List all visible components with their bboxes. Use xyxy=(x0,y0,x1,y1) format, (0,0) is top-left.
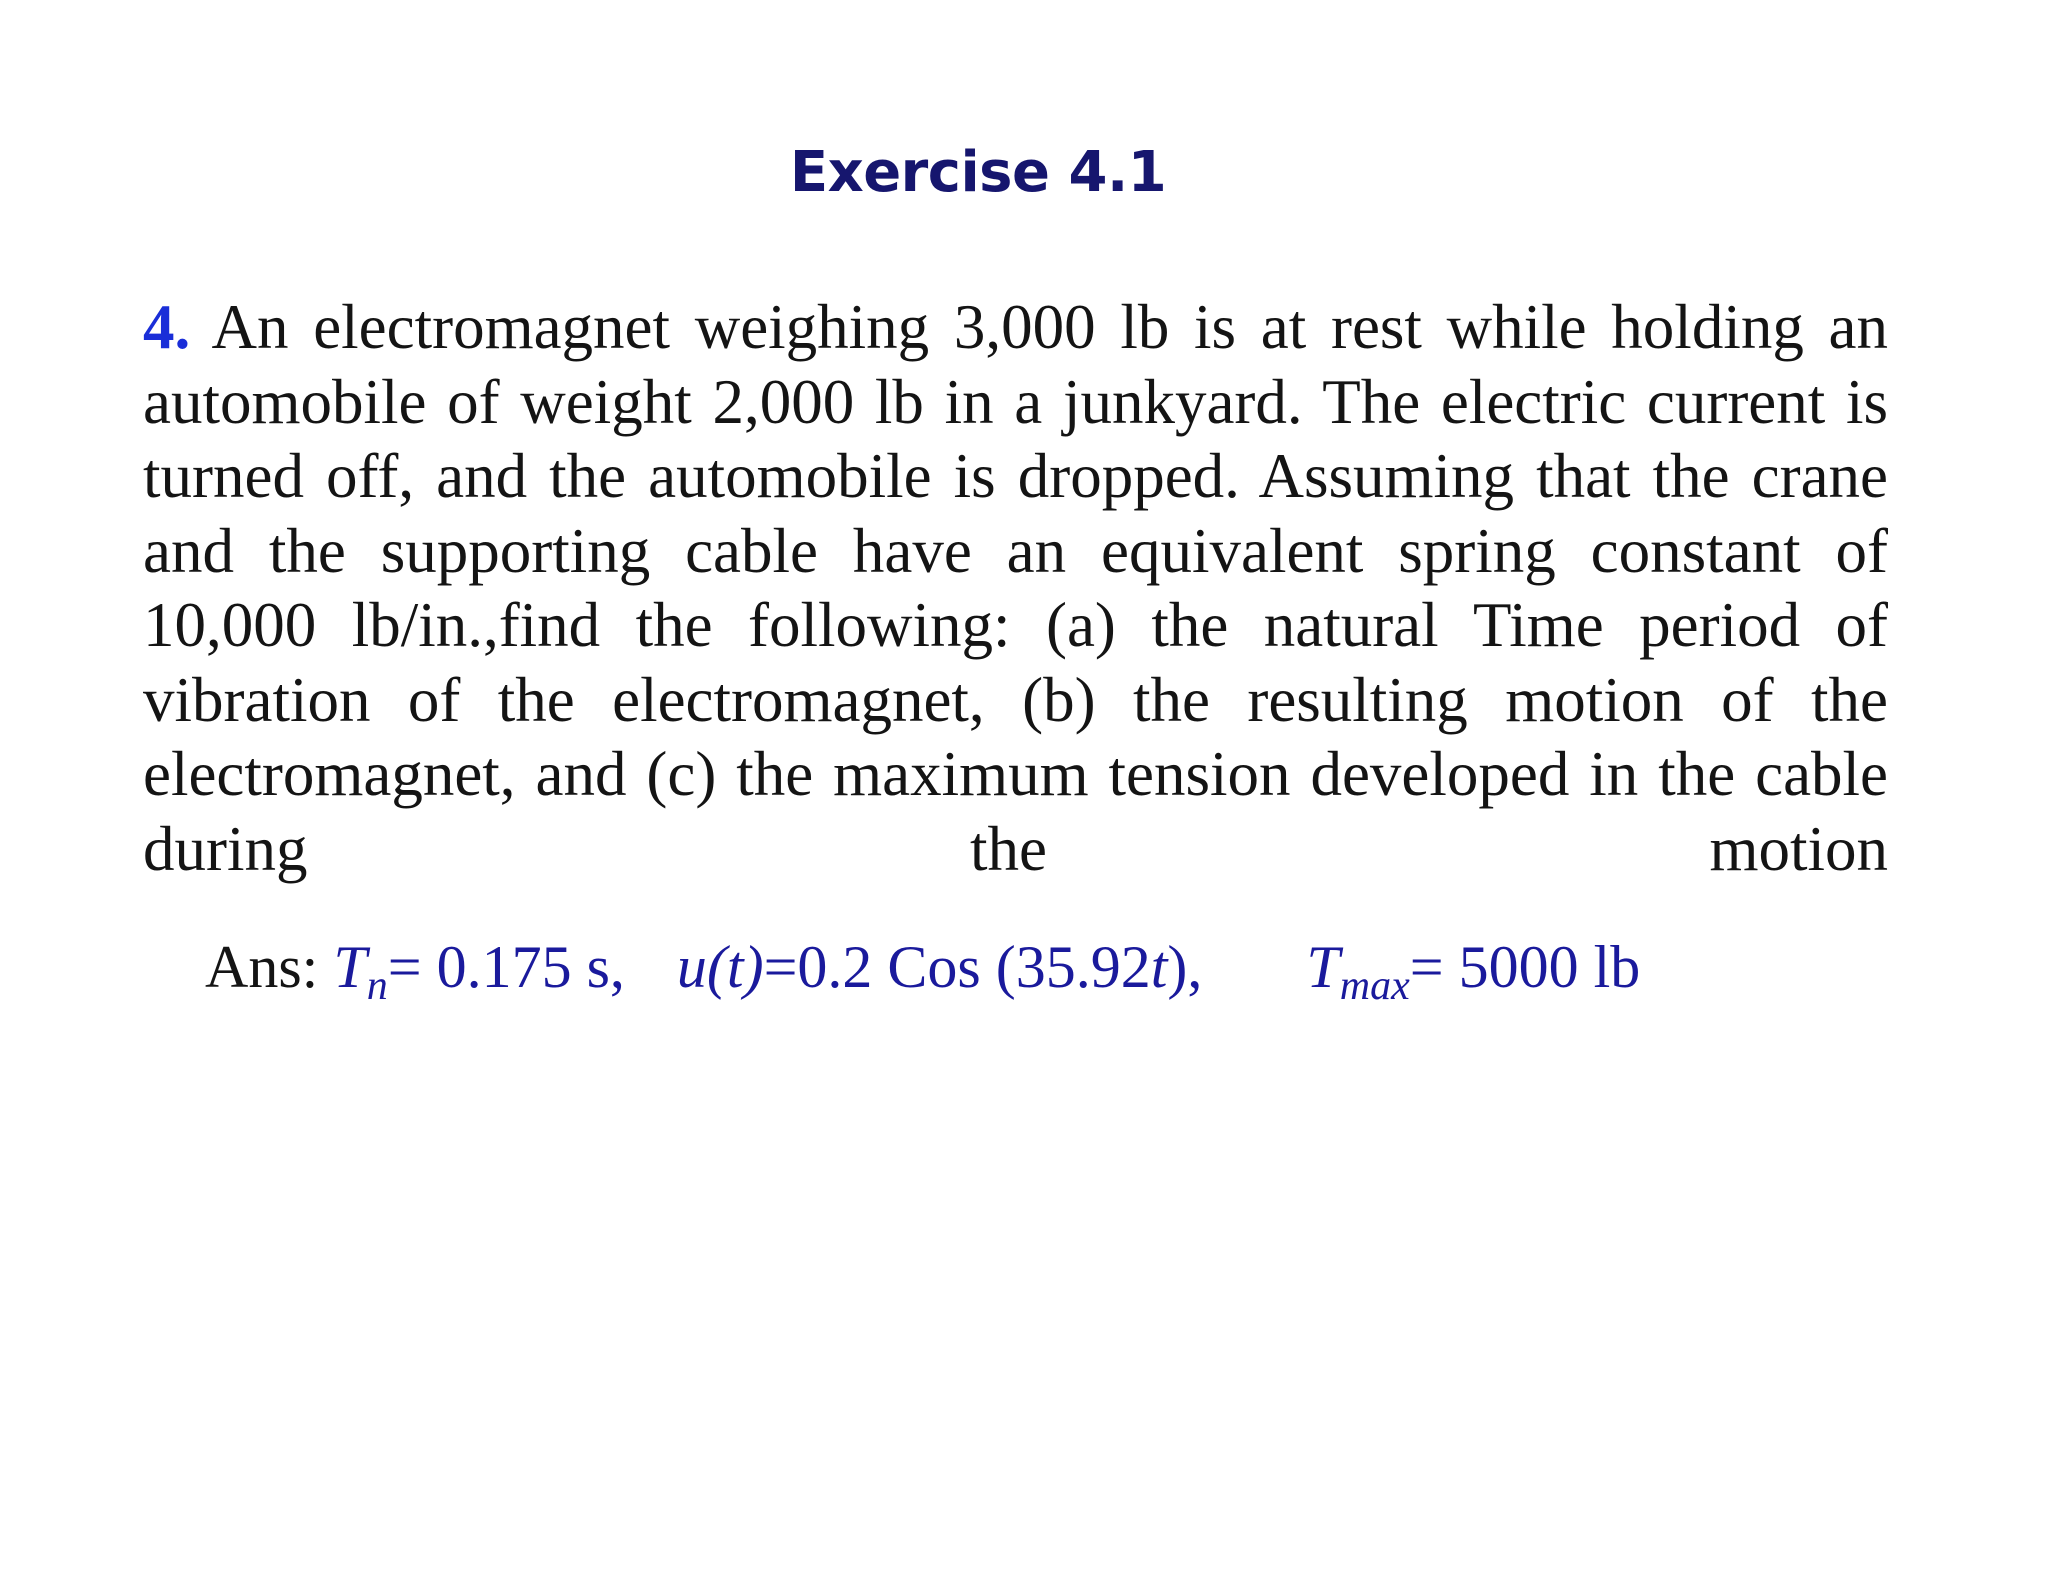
problem-text: An electromagnet weighing 3,000 lb is at rest while holding an automobile of weight 2,000 lb in a junkyard. The electric current is turned off, and the automobile is dropped. Assuming that the crane and the supporting cable have an equivalent spring constant of 10,000 lb/in.,find the following: (a) the natural Time period of vibration of the electromagnet, (b) the resulting motion of the electromagnet, and (c) the maximum tension developed in the cable during the motion xyxy=(143,292,1888,884)
answer-motion xyxy=(677,934,1202,1000)
tn-subscript: n xyxy=(366,963,388,1009)
ut-value-prefix: =0.2 Cos (35.92 xyxy=(763,934,1151,1000)
problem-statement xyxy=(143,290,1888,886)
tmax-value: = 5000 lb xyxy=(1409,934,1641,1000)
ut-variable: t xyxy=(1150,934,1168,1000)
tn-symbol: T xyxy=(333,934,367,1000)
tn-value: = 0.175 s, xyxy=(387,934,625,1000)
slide-title: Exercise 4.1 xyxy=(789,140,1167,205)
answer-natural-period xyxy=(333,934,625,1009)
answer-label: Ans: xyxy=(205,934,334,1000)
ut-symbol: u(t) xyxy=(676,934,764,1000)
answer-max-tension xyxy=(1306,934,1641,1009)
ut-value-suffix: ), xyxy=(1167,934,1203,1000)
tmax-subscript: max xyxy=(1339,963,1410,1009)
tmax-symbol: T xyxy=(1306,934,1340,1000)
answer-line xyxy=(205,927,1640,1007)
problem-number: 4. xyxy=(143,292,191,362)
